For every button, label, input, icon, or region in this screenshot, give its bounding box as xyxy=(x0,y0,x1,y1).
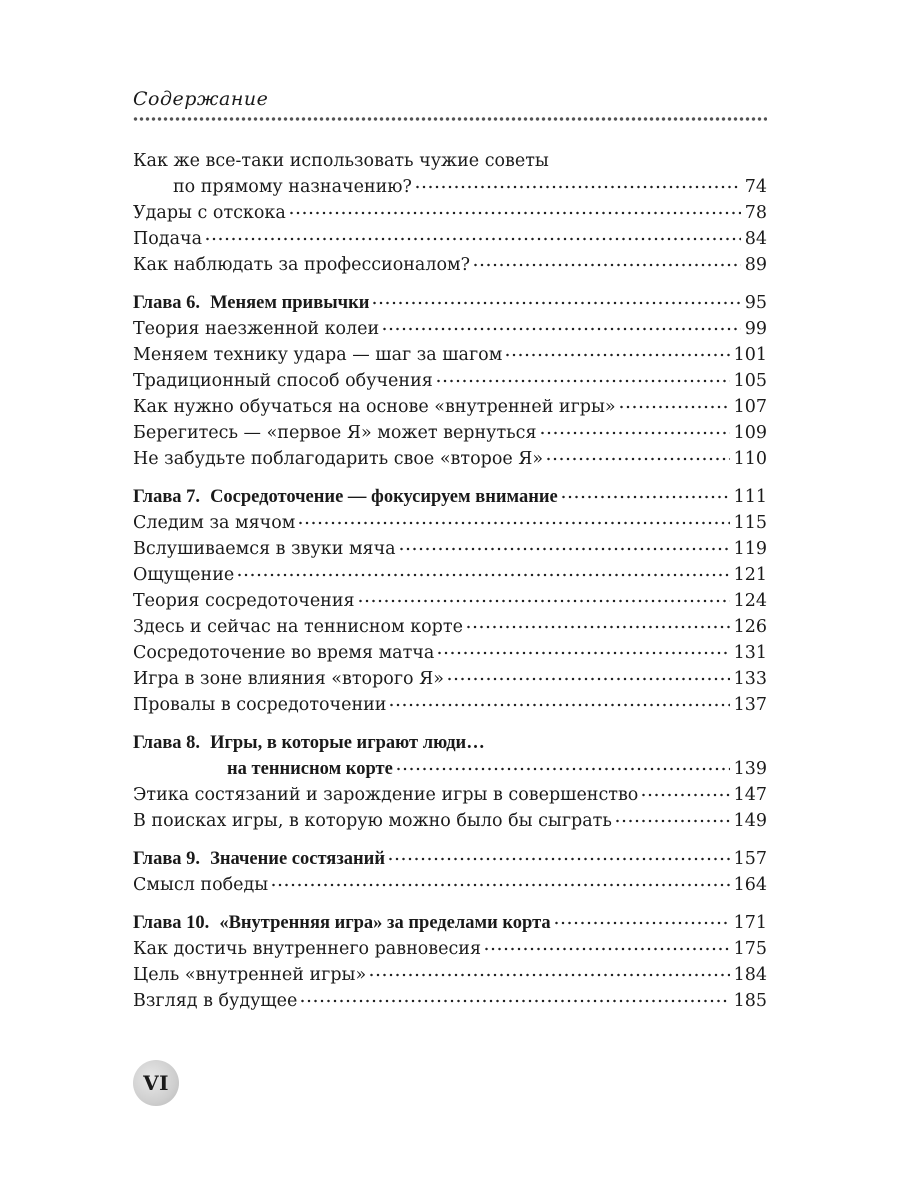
dot-leader xyxy=(561,494,730,500)
dot-leader xyxy=(237,572,729,578)
page-ref: 184 xyxy=(733,965,767,985)
page-ref: 139 xyxy=(733,759,767,779)
toc-entry-row[interactable] xyxy=(133,962,767,988)
page-ref: 133 xyxy=(733,669,767,689)
chapter-title: Сосредоточение — фокусируем внимание xyxy=(210,487,558,507)
dot-leader xyxy=(466,624,730,630)
chapter-heading xyxy=(133,290,369,316)
page-ref: 111 xyxy=(733,487,767,507)
page-ref: 175 xyxy=(733,939,767,959)
dot-leader xyxy=(546,456,729,462)
chapter-heading xyxy=(133,484,558,510)
entry-title: Следим за мячом xyxy=(133,513,296,533)
chapter-heading xyxy=(133,910,551,936)
page-ref: 110 xyxy=(733,449,767,469)
dot-leader xyxy=(615,818,730,824)
page-ref: 171 xyxy=(733,913,767,933)
page-ref: 119 xyxy=(733,539,767,559)
dot-leader xyxy=(358,598,730,604)
toc-entry-row[interactable] xyxy=(133,316,767,342)
entry-title: Теория сосредоточения xyxy=(133,591,355,611)
dot-leader xyxy=(484,946,730,952)
dot-leader xyxy=(369,972,729,978)
page-ref: 107 xyxy=(733,397,767,417)
entry-title: Теория наезженной колеи xyxy=(133,319,380,339)
entry-title: Этика состязаний и зарождение игры в совершенство xyxy=(133,785,639,805)
toc-entry-row[interactable] xyxy=(133,588,767,614)
toc-entry-row[interactable] xyxy=(133,808,767,834)
dot-leader xyxy=(505,352,729,358)
toc-entry-row[interactable] xyxy=(133,174,767,200)
dot-leader xyxy=(415,184,741,190)
toc-entry-row[interactable] xyxy=(133,692,767,718)
dot-leader xyxy=(388,856,730,862)
page-ref: 164 xyxy=(733,875,767,895)
page-ref: 89 xyxy=(744,255,767,275)
toc-entry-row[interactable] xyxy=(133,368,767,394)
toc-entry-row[interactable] xyxy=(133,510,767,536)
page-ref: 137 xyxy=(733,695,767,715)
entry-title: Берегитесь — «первое Я» может вернуться xyxy=(133,423,537,443)
dot-leader xyxy=(396,766,730,772)
dot-leader xyxy=(382,326,741,332)
toc-entry-row[interactable] xyxy=(133,872,767,898)
page-ref: 149 xyxy=(733,811,767,831)
entry-title: Как наблюдать за профессионалом? xyxy=(133,255,470,275)
entry-title: Меняем технику удара — шаг за шагом xyxy=(133,345,503,365)
entry-title: Игра в зоне влияния «второго Я» xyxy=(133,669,444,689)
toc-entry-row[interactable] xyxy=(133,148,767,174)
page-number: VI xyxy=(143,1071,169,1095)
dot-leader xyxy=(389,702,729,708)
section-gap xyxy=(133,278,767,290)
entry-title: В поисках игры, в которую можно было бы сыграть xyxy=(133,811,612,831)
toc-entry-row[interactable] xyxy=(133,640,767,666)
chapter-title: «Внутренняя игра» за пределами корта xyxy=(219,913,551,933)
toc-entry-row[interactable] xyxy=(133,446,767,472)
dot-leader xyxy=(436,378,730,384)
running-header: Содержание xyxy=(133,88,269,110)
toc-chapter-row[interactable] xyxy=(133,484,767,510)
page-ref: 147 xyxy=(733,785,767,805)
entry-title: Не забудьте поблагодарить свое «второе Я» xyxy=(133,449,544,469)
dot-leader xyxy=(554,920,730,926)
page-number-badge xyxy=(133,1060,179,1106)
dot-leader xyxy=(289,210,741,216)
chapter-label: Глава 9. xyxy=(133,849,201,869)
dot-leader xyxy=(271,882,729,888)
table-of-contents xyxy=(133,148,767,1014)
dot-leader xyxy=(473,262,741,268)
entry-title: Как же все-таки использовать чужие советы xyxy=(133,151,549,171)
page-ref: 157 xyxy=(733,849,767,869)
dot-leader xyxy=(399,546,730,552)
page-ref: 84 xyxy=(744,229,767,249)
dot-leader xyxy=(619,404,730,410)
toc-entry-row[interactable] xyxy=(133,342,767,368)
page-ref: 78 xyxy=(744,203,767,223)
dot-leader xyxy=(641,792,729,798)
chapter-title: Игры, в которые играют люди… xyxy=(210,733,485,753)
section-gap xyxy=(133,472,767,484)
entry-title: Как нужно обучаться на основе «внутренней игры» xyxy=(133,397,616,417)
section-gap xyxy=(133,898,767,910)
chapter-heading xyxy=(133,730,485,756)
page-ref: 115 xyxy=(733,513,767,533)
page-ref: 109 xyxy=(733,423,767,443)
toc-entry-row[interactable] xyxy=(133,666,767,692)
entry-title: по прямому назначению? xyxy=(173,177,412,197)
page-ref: 101 xyxy=(733,345,767,365)
dot-leader xyxy=(540,430,730,436)
chapter-label: Глава 8. xyxy=(133,733,201,753)
dot-leader xyxy=(205,236,741,242)
toc-chapter-row[interactable] xyxy=(133,910,767,936)
chapter-label: Глава 7. xyxy=(133,487,201,507)
entry-title: Традиционный способ обучения xyxy=(133,371,433,391)
entry-title: Здесь и сейчас на теннисном корте xyxy=(133,617,463,637)
entry-title: Подача xyxy=(133,229,203,249)
toc-chapter-row[interactable] xyxy=(133,756,767,782)
page-ref: 185 xyxy=(733,991,767,1011)
toc-entry-row[interactable] xyxy=(133,200,767,226)
page-ref: 131 xyxy=(733,643,767,663)
toc-entry-row[interactable] xyxy=(133,226,767,252)
page-ref: 74 xyxy=(744,177,767,197)
dot-leader xyxy=(437,650,729,656)
toc-chapter-row[interactable] xyxy=(133,846,767,872)
toc-entry-row[interactable] xyxy=(133,936,767,962)
entry-title: Сосредоточение во время матча xyxy=(133,643,435,663)
header-dotted-rule xyxy=(133,116,767,122)
toc-entry-row[interactable] xyxy=(133,614,767,640)
page-ref: 95 xyxy=(744,293,767,313)
chapter-title: Значение состязаний xyxy=(210,849,385,869)
entry-title: Как достичь внутреннего равновесия xyxy=(133,939,482,959)
section-gap xyxy=(133,834,767,846)
dot-leader xyxy=(447,676,730,682)
toc-entry-row[interactable] xyxy=(133,536,767,562)
page-ref: 121 xyxy=(733,565,767,585)
entry-title: Смысл победы xyxy=(133,875,269,895)
page-ref: 99 xyxy=(744,319,767,339)
entry-title: Взгляд в будущее xyxy=(133,991,298,1011)
chapter-heading xyxy=(133,846,385,872)
dot-leader xyxy=(300,998,729,1004)
entry-title: Цель «внутренней игры» xyxy=(133,965,367,985)
page-ref: 124 xyxy=(733,591,767,611)
chapter-label: Глава 10. xyxy=(133,913,210,933)
toc-entry-row[interactable] xyxy=(133,420,767,446)
entry-title: Провалы в сосредоточении xyxy=(133,695,387,715)
page-ref: 105 xyxy=(733,371,767,391)
toc-entry-row[interactable] xyxy=(133,562,767,588)
entry-title: Удары с отскока xyxy=(133,203,286,223)
dot-leader xyxy=(372,300,740,306)
entry-title: Вслушиваемся в звуки мяча xyxy=(133,539,396,559)
entry-title: Ощущение xyxy=(133,565,235,585)
chapter-label: Глава 6. xyxy=(133,293,201,313)
toc-entry-row[interactable] xyxy=(133,394,767,420)
chapter-title: Меняем привычки xyxy=(210,293,370,313)
dot-leader xyxy=(298,520,729,526)
section-gap xyxy=(133,718,767,730)
chapter-title: на теннисном корте xyxy=(227,759,393,779)
toc-entry-row[interactable] xyxy=(133,782,767,808)
toc-chapter-row[interactable] xyxy=(133,290,767,316)
page-ref: 126 xyxy=(733,617,767,637)
toc-entry-row[interactable] xyxy=(133,988,767,1014)
toc-entry-row[interactable] xyxy=(133,252,767,278)
toc-chapter-row[interactable] xyxy=(133,730,767,756)
